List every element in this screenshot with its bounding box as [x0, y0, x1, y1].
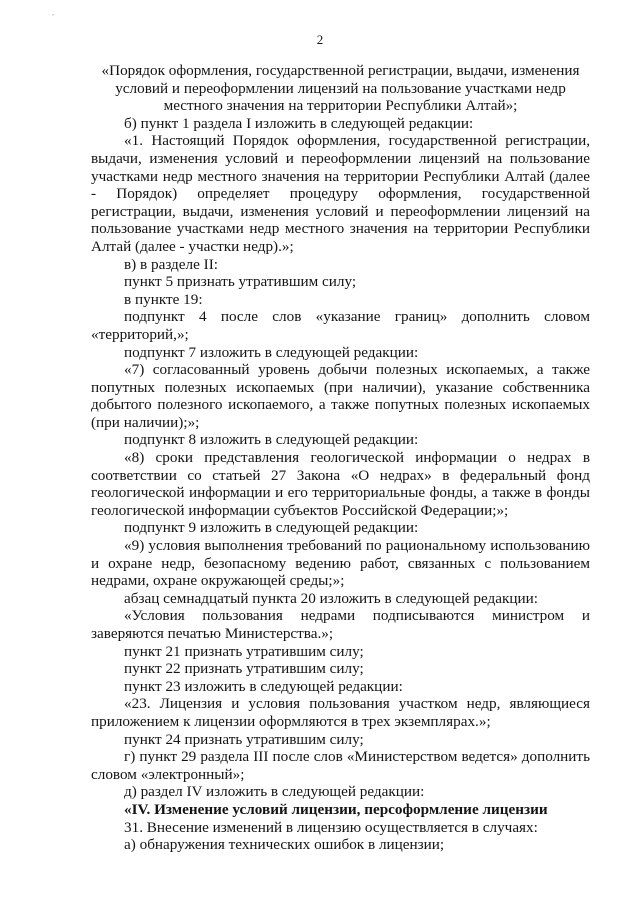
paragraph: а) обнаружения технических ошибок в лицензии; — [124, 836, 445, 854]
paragraph: «Условия пользования недрами подписываются министром и заверяются печатью Министерства.»; — [91, 607, 590, 642]
paragraph: абзац семнадцатый пункта 20 изложить в следующей редакции: — [124, 589, 538, 607]
paragraph: «23. Лицензия и условия пользования участком недр, являющиеся приложением к лицензии оформляются в трех экземплярах.»; — [91, 695, 590, 730]
paragraph: пункт 24 признать утратившим силу; — [124, 730, 364, 748]
title-quote: «Порядок оформления, государственной регистрации, выдачи, изменения условий и переоформлении лицензий на пользование участками недр местного значения на территории Республики Алтай»; — [101, 62, 580, 115]
document-body — [91, 62, 590, 854]
paragraph: пункт 21 признать утратившим силу; — [124, 642, 364, 660]
paragraph: б) пункт 1 раздела I изложить в следующей редакции: — [124, 114, 474, 132]
paragraph: пункт 5 признать утратившим силу; — [124, 273, 357, 291]
paragraph: д) раздел IV изложить в следующей редакции: — [124, 783, 425, 801]
paragraph: 31. Внесение изменений в лицензию осуществляется в случаях: — [124, 818, 538, 836]
page-number: 2 — [316, 32, 324, 47]
paragraph: в пункте 19: — [124, 290, 203, 308]
paragraph: пункт 22 признать утратившим силу; — [124, 660, 364, 678]
paragraph: «7) согласованный уровень добычи полезных ископаемых, а также попутных полезных ископаемых (при наличии), указание собственника добытого полезного ископаемого, а также попутных полезных ископаемых (при наличии);»; — [91, 361, 590, 431]
paragraph: подпункт 8 изложить в следующей редакции: — [124, 431, 419, 449]
paragraph: в) в разделе II: — [124, 255, 218, 273]
paragraph: «9) условия выполнения требований по рациональному использованию и охране недр, безопасному ведению работ, связанных с пользованием недрами, охране окружающей среды;»; — [91, 537, 590, 590]
paragraph: «8) сроки представления геологической информации о недрах в соответствии со статьей 27 Закона «О недрах» в федеральный фонд геологической информации и его территориальные фонды, а также в фонды геологической информации субъектов Российской Федерации;»; — [91, 449, 590, 519]
section-heading: «IV. Изменение условий лицензии, персоформление лицензии — [124, 800, 548, 818]
paragraph: г) пункт 29 раздела III после слов «Министерством ведется» дополнить словом «электронный»; — [91, 748, 590, 783]
paragraph: подпункт 4 после слов «указание границ» дополнить словом «территорий,»; — [91, 308, 590, 343]
corner-mark: ʼ — [52, 14, 54, 20]
paragraph: подпункт 9 изложить в следующей редакции: — [124, 519, 419, 537]
paragraph: пункт 23 изложить в следующей редакции: — [124, 677, 403, 695]
paragraph: подпункт 7 изложить в следующей редакции: — [124, 343, 419, 361]
paragraph: «1. Настоящий Порядок оформления, государственной регистрации, выдачи, изменения условий и переоформлении лицензий на пользование участками недр местного значения на территории Республики Алтай (далее - Порядок) определяет процедуру оформления, государственной регистрации, выдачи, изменения условий и переоформлении лицензий на пользование участками недр местного значения на территории Республики Алтай (далее - участки недр).»; — [91, 132, 590, 255]
